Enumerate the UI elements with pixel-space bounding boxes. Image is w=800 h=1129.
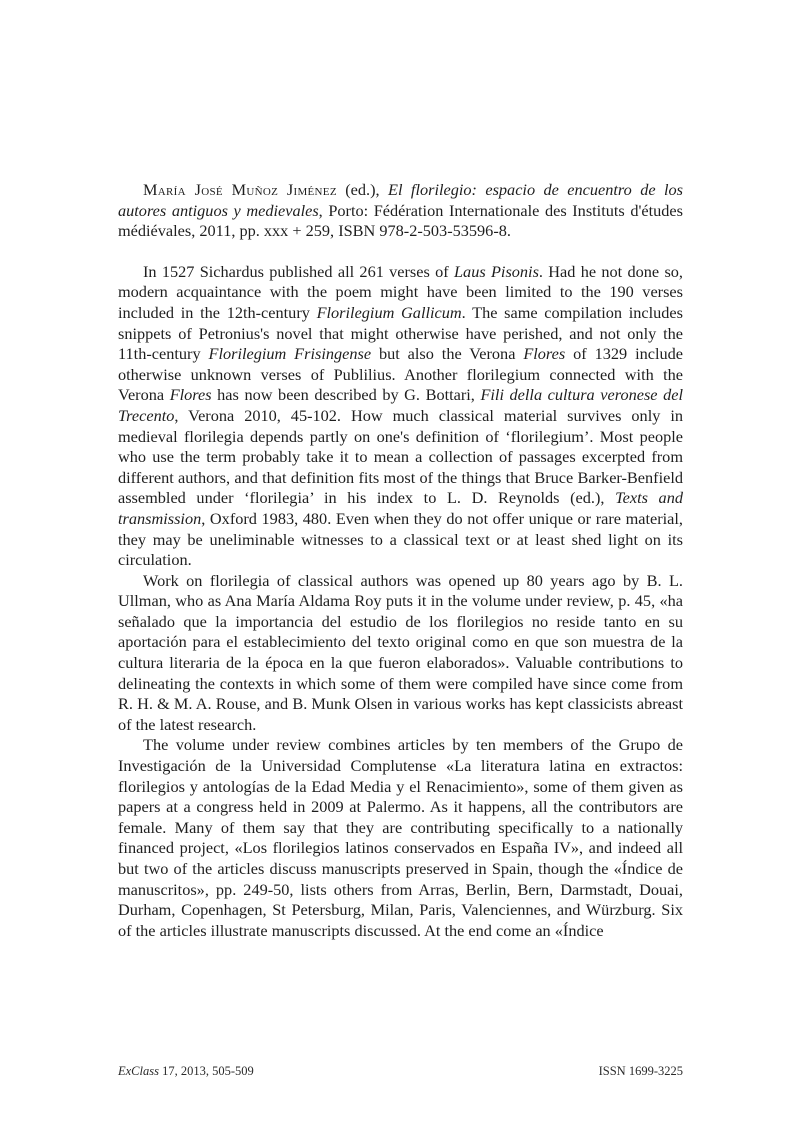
text-run: Work on florilegia of classical authors was opened up 80 years ago by B. L. Ullman, who as Ana María Aldama Roy puts it in the volume under review, p. 45, «ha señalado que la importancia del estudio de los florilegios no reside tanto en su aportación para el establecimiento del texto original como en que son muestra de la cultura literaria de la época en la que fueron elaborados». Valuable contributions to delineating the contexts in which some of them were compiled have since come from R. H. & M. A. Rouse, and B. Munk Olsen in various works has kept classicists abreast of the latest research.: [118, 570, 683, 734]
text-run: has now been described by G. Bottari,: [211, 385, 481, 405]
paragraph: [118, 262, 683, 571]
citation-editor-note: (ed.),: [336, 180, 389, 199]
book-citation: [118, 180, 683, 242]
italic-run: Laus Pisonis: [454, 261, 539, 281]
italic-run: Florilegium Frisingense: [208, 344, 372, 364]
italic-run: Florilegium Gallicum: [316, 302, 462, 322]
italic-run: Fili della cultura veronese del Trecento: [118, 385, 683, 425]
text-run: , Verona 2010, 45-102. How much classical material survives only in medieval florilegia depends partly on one's definition of ‘florilegium’. Most people who use the term probably take it to mean a collection of passages excerpted from different authors, and that definition fits most of the things that Bruce Barker-Benfield assembled under ‘florilegia’ in his index to L. D. Reynolds (ed.),: [118, 405, 683, 508]
citation-details: , Porto: Fédération Internationale des Instituts d'études médiévales, 2011, pp. xxx + 259, ISBN 978-2-503-53596-8.: [118, 200, 683, 241]
italic-run: Texts and transmission: [118, 488, 683, 528]
paragraph: [118, 571, 683, 736]
text-run: . Had he not done so, modern acquaintance with the poem might have been limited to the 190 verses included in the 12th-century: [118, 261, 683, 322]
issn: ISSN 1699-3225: [598, 1064, 683, 1078]
journal-name: ExClass: [118, 1064, 159, 1078]
text-run: , Oxford 1983, 480. Even when they do not offer unique or rare material, they may be uneliminable witnesses to a classical text or at least shed light on its circulation.: [118, 508, 683, 570]
text-run: but also the Verona: [371, 344, 524, 364]
journal-reference: [118, 1063, 254, 1079]
text-run: . The same compilation includes snippets of Petronius's novel that might otherwise have perished, and not only the 11th-century: [118, 302, 683, 364]
italic-run: Flores: [523, 344, 566, 364]
text-run: The volume under review combines articles by ten members of the Grupo de Investigación de la Universidad Complutense «La literatura latina en extractos: florilegios y antologías de la Edad Media y el Renacimiento», some of them given as papers at a congress held in 2009 at Palermo. As it happens, all the contributors are female. Many of them say that they are contributing specifically to a nationally financed project, «Los florilegios latinos conservados en España IV», and indeed all but two of the articles discuss manuscripts preserved in Spain, though the «Índice de manuscritos», pp. 249-50, lists others from Arras, Berlin, Bern, Darmstadt, Douai, Durham, Copenhagen, St Petersburg, Milan, Paris, Valenciennes, and Würzburg. Six of the articles illustrate manuscripts discussed. At the end come an «Índice: [118, 735, 683, 940]
citation-author: María José Muñoz Jiménez: [143, 180, 337, 199]
journal-issue: 17, 2013, 505-509: [158, 1064, 254, 1078]
text-run: of 1329 include otherwise unknown verses of Publilius. Another florilegium connected with the Verona: [118, 344, 683, 405]
text-run: In 1527 Sichardus published all 261 verses of: [143, 261, 454, 281]
italic-run: Flores: [169, 385, 212, 405]
paragraph: [118, 735, 683, 941]
citation-title: El florilegio: espacio de encuentro de los autores antiguos y medievales: [118, 180, 683, 220]
review-body: [118, 180, 683, 941]
